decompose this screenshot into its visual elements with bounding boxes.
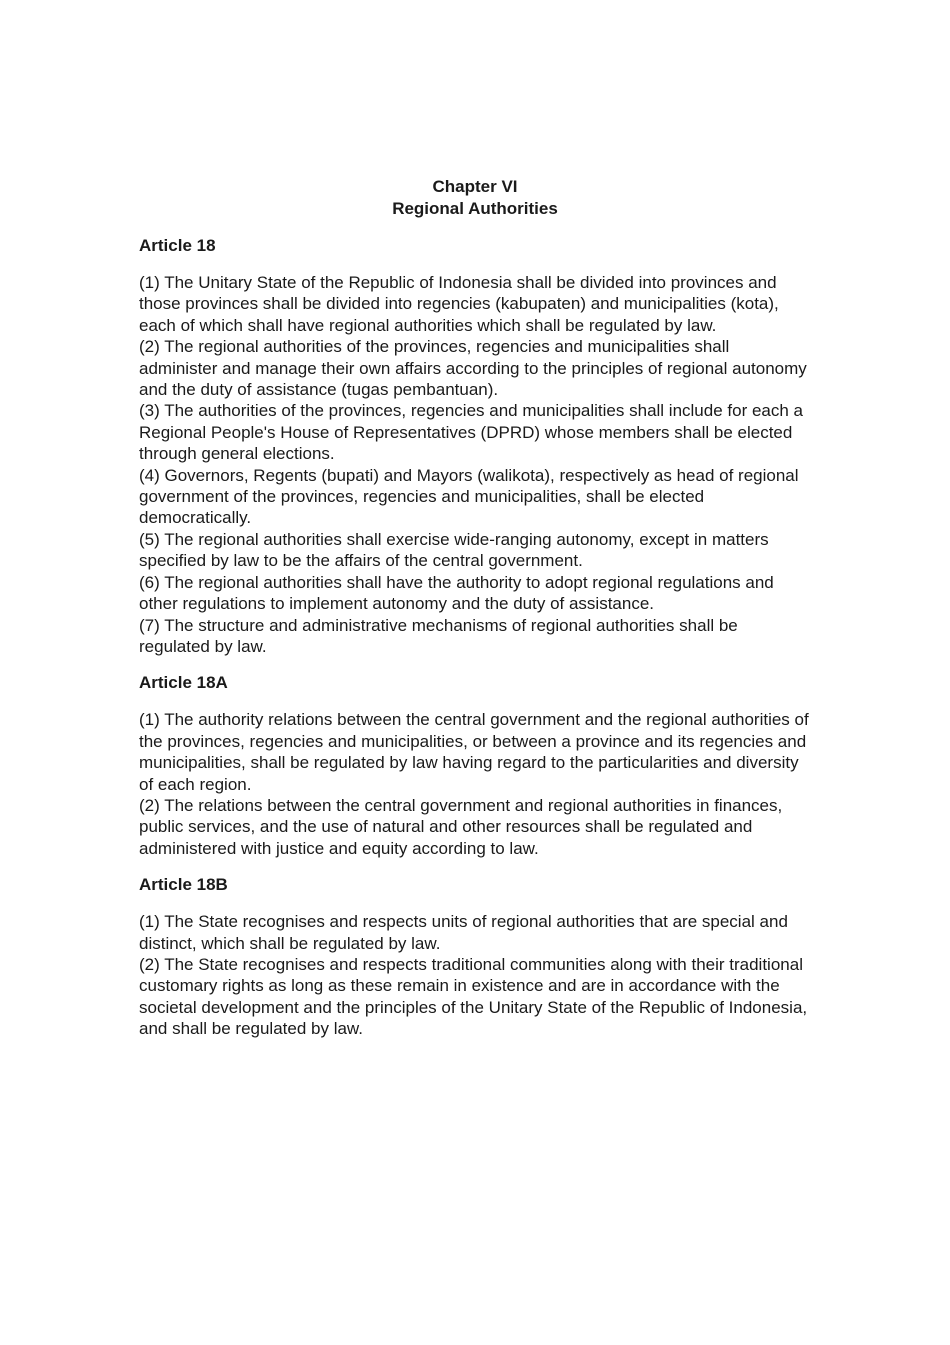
article-18b: [139, 874, 811, 1039]
clause: (4) Governors, Regents (bupati) and Mayors (walikota), respectively as head of regional government of the provinces, regencies and municipalities, shall be elected democratically.: [139, 465, 799, 528]
article-body: [139, 709, 811, 859]
clause: (6) The regional authorities shall have the authority to adopt regional regulations and other regulations to implement autonomy and the duty of assistance.: [139, 572, 774, 614]
clause: (1) The Unitary State of the Republic of Indonesia shall be divided into provinces and those provinces shall be divided into regencies (kabupaten) and municipalities (kota), each of which shall have regional authorities which shall be regulated by law.: [139, 273, 779, 335]
clause: (1) The State recognises and respects units of regional authorities that are special and distinct, which shall be regulated by law.: [139, 912, 788, 953]
article-title: Article 18: [139, 236, 216, 255]
article-18a: [139, 672, 811, 859]
document-page: [139, 176, 811, 1055]
article-18: [139, 235, 811, 657]
clause: (3) The authorities of the provinces, regencies and municipalities shall include for each a Regional People's House of Representatives (DPRD) whose members shall be elected through general elections.: [139, 401, 803, 464]
clause: (7) The structure and administrative mechanisms of regional authorities shall be regulated by law.: [139, 615, 738, 656]
chapter-heading: [139, 176, 811, 220]
article-body: [139, 911, 811, 1039]
clause: (5) The regional authorities shall exercise wide-ranging autonomy, except in matters specified by law to be the affairs of the central government.: [139, 529, 769, 571]
clause: (2) The relations between the central government and regional authorities in finances, public services, and the use of natural and other resources shall be regulated and administered with justice and equity according to law.: [139, 795, 783, 858]
clause: (2) The State recognises and respects traditional communities along with their traditional customary rights as long as these remain in existence and are in accordance with the societal development and the principles of the Unitary State of the Republic of Indonesia, and shall be regulated by law.: [139, 954, 808, 1039]
article-body: [139, 272, 811, 657]
clause: (1) The authority relations between the central government and the regional authorities of the provinces, regencies and municipalities, or between a province and its regencies and municipalities, shall be regulated by law having regard to the particularities and diversity of each region.: [139, 710, 809, 794]
clause: (2) The regional authorities of the provinces, regencies and municipalities shall administer and manage their own affairs according to the principles of regional autonomy and the duty of assistance (tugas pembantuan).: [139, 337, 807, 400]
chapter-number: Chapter VI: [432, 177, 518, 196]
article-title: Article 18A: [139, 673, 228, 693]
article-title: Article 18B: [139, 875, 228, 895]
chapter-title: Regional Authorities: [392, 199, 558, 218]
